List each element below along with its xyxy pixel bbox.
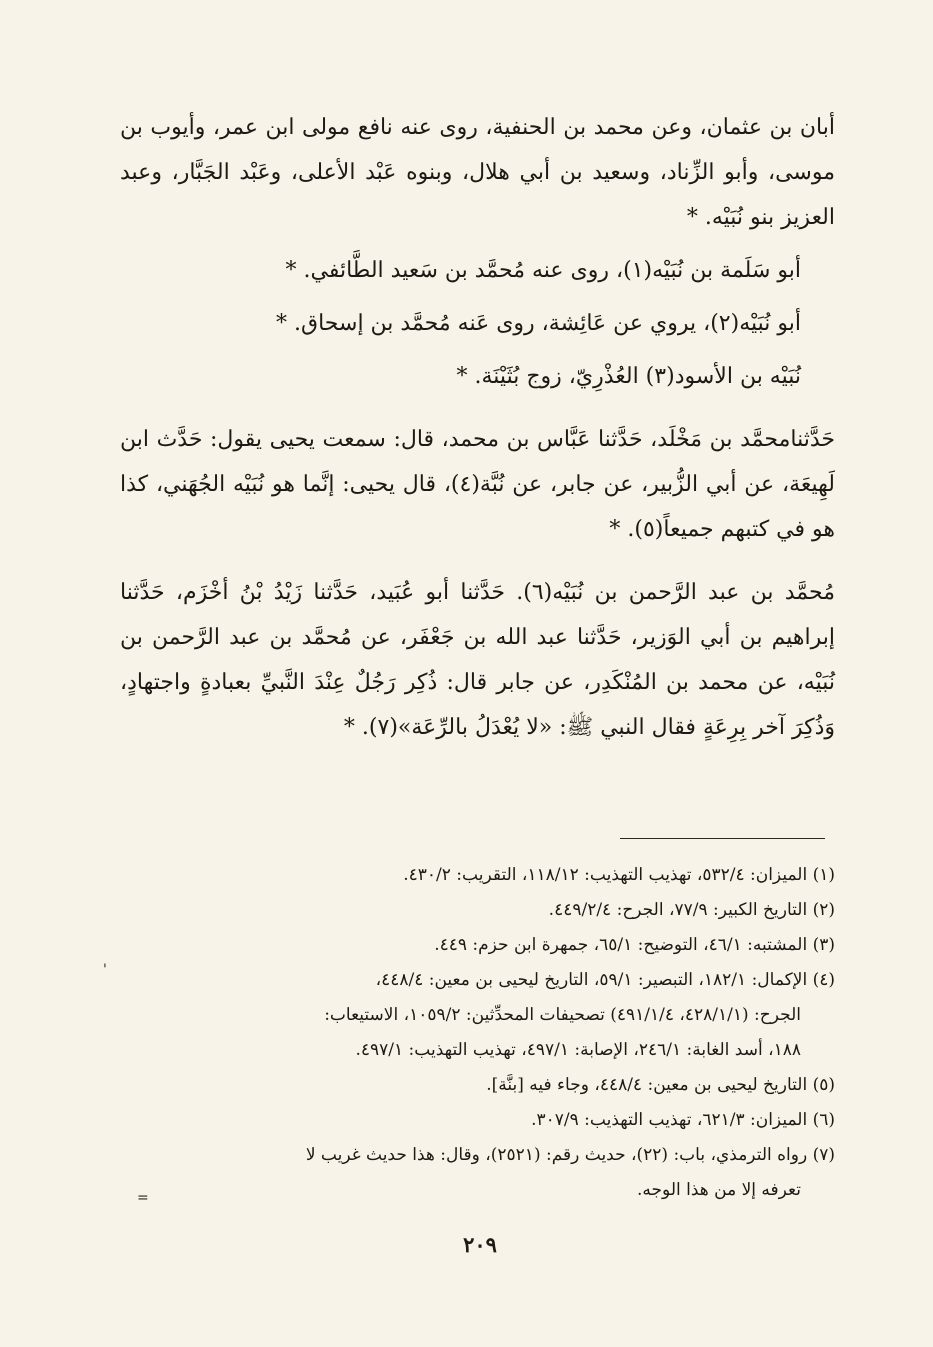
paragraph-text: أبان بن عثمان، وعن محمد بن الحنفية، روى عنه نافع مولى ابن عمر، وأيوب بن موسى، وأبو الزِّناد، وسعيد بن أبي هلال، وبنوه عَبْد الأعلى، وعَبْد الجَبَّار، وعبد العزيز بنو نُبَيْه. *	[120, 115, 835, 230]
footnote-3: (٣) المشتبه: ٤٦/١، التوضيح: ٦٥/١، جمهرة ابن حزم: ٤٤٩.	[434, 935, 835, 955]
paragraph-muhammad-ibn-abd-al-rahman	[120, 570, 835, 750]
footnote-5: (٥) التاريخ ليحيى بن معين: ٤٤٨/٤، وجاء فيه [بنَّة].	[486, 1075, 835, 1095]
paragraph-text: أبو نُبَيْه(٢)، يروي عن عَائِشة، روى عَنه مُحمَّد بن إسحاق. *	[276, 311, 801, 336]
paragraph-text: حَدَّثنامحمَّد بن مَخْلَد، حَدَّثنا عَبَّاس بن محمد، قال: سمعت يحيى يقول: حَدَّث ابن لَهِيعَة، عن أبي الزُّبير، عن جابر، عن نُبَّة(٤)، قال يحيى: إنَّما هو نُبَيْه الجُهَني، كذا هو في كتبهم جميعاً(٥). *	[120, 427, 835, 542]
footnote-divider	[620, 838, 825, 839]
footnote-4: (٤) الإكمال: ١٨٢/١، التبصير: ٥٩/١، التاريخ ليحيى بن معين: ٤٤٨/٤،	[375, 970, 835, 990]
entry-nubayh-ibn-al-aswad	[120, 354, 835, 399]
entry-abu-nubayh	[120, 301, 835, 346]
entry-abu-salama	[120, 248, 835, 293]
footnote-4-continued: الجرح: (٤٢٨/١/١، ٤٩١/١/٤) تصحيفات المحدِّثين: ١٠٥٩/٢، الاستيعاب:	[324, 1005, 801, 1025]
footnote-4-continued: ١٨٨، أسد الغابة: ٢٤٦/١، الإصابة: ٤٩٧/١، تهذيب التهذيب: ٤٩٧/١.	[355, 1040, 801, 1060]
footnotes	[132, 858, 835, 1208]
margin-mark-bottom: =	[137, 1190, 149, 1206]
paragraph-aban	[120, 105, 835, 240]
margin-mark-top: '	[103, 962, 107, 978]
footnote-7-continued: تعرفه إلا من هذا الوجه.	[637, 1180, 801, 1200]
paragraph-text: نُبَيْه بن الأسود(٣) العُذْرِيّ، زوج بُثَيْنَة. *	[456, 364, 801, 389]
footnote-2: (٢) التاريخ الكبير: ٧٧/٩، الجرح: ٤٤٩/٢/٤.	[548, 900, 835, 920]
footnote-1: (١) الميزان: ٥٣٢/٤، تهذيب التهذيب: ١١٨/١٢، التقريب: ٤٣٠/٢.	[403, 865, 835, 885]
main-text	[120, 105, 835, 750]
paragraph-text: مُحمَّد بن عبد الرَّحمن بن نُبَيْه(٦). حَدَّثنا أبو عُبَيد، حَدَّثنا زَيْدُ بْنُ أخْزَم، حَدَّثنا إبراهيم بن أبي الوَزير، حَدَّثنا عبد الله بن جَعْفَر، عن مُحمَّد بن عبد الرَّحمن بن نُبَيْه، عن محمد بن المُنْكَدِر، عن جابر قال: ذُكِر رَجُلٌ عِنْدَ النَّبيِّ بعبادةٍ واجتهادٍ، وَذُكِرَ آخر بِرِعَةٍ فقال النبي ﷺ: «لا يُعْدَلُ بالرِّعَة»(٧). *	[120, 580, 835, 740]
footnote-7: (٧) رواه الترمذي، باب: (٢٢)، حديث رقم: (٢٥٢١)، وقال: هذا حديث غريب لا	[305, 1145, 835, 1165]
paragraph-text: أبو سَلَمة بن نُبَيْه(١)، روى عنه مُحمَّد بن سَعيد الطَّائفي. *	[285, 258, 801, 283]
page-number: ٢٠٩	[463, 1232, 497, 1257]
footnote-6: (٦) الميزان: ٦٢١/٣، تهذيب التهذيب: ٣٠٧/٩.	[531, 1110, 835, 1130]
paragraph-muhammad-ibn-makhlad	[120, 417, 835, 552]
